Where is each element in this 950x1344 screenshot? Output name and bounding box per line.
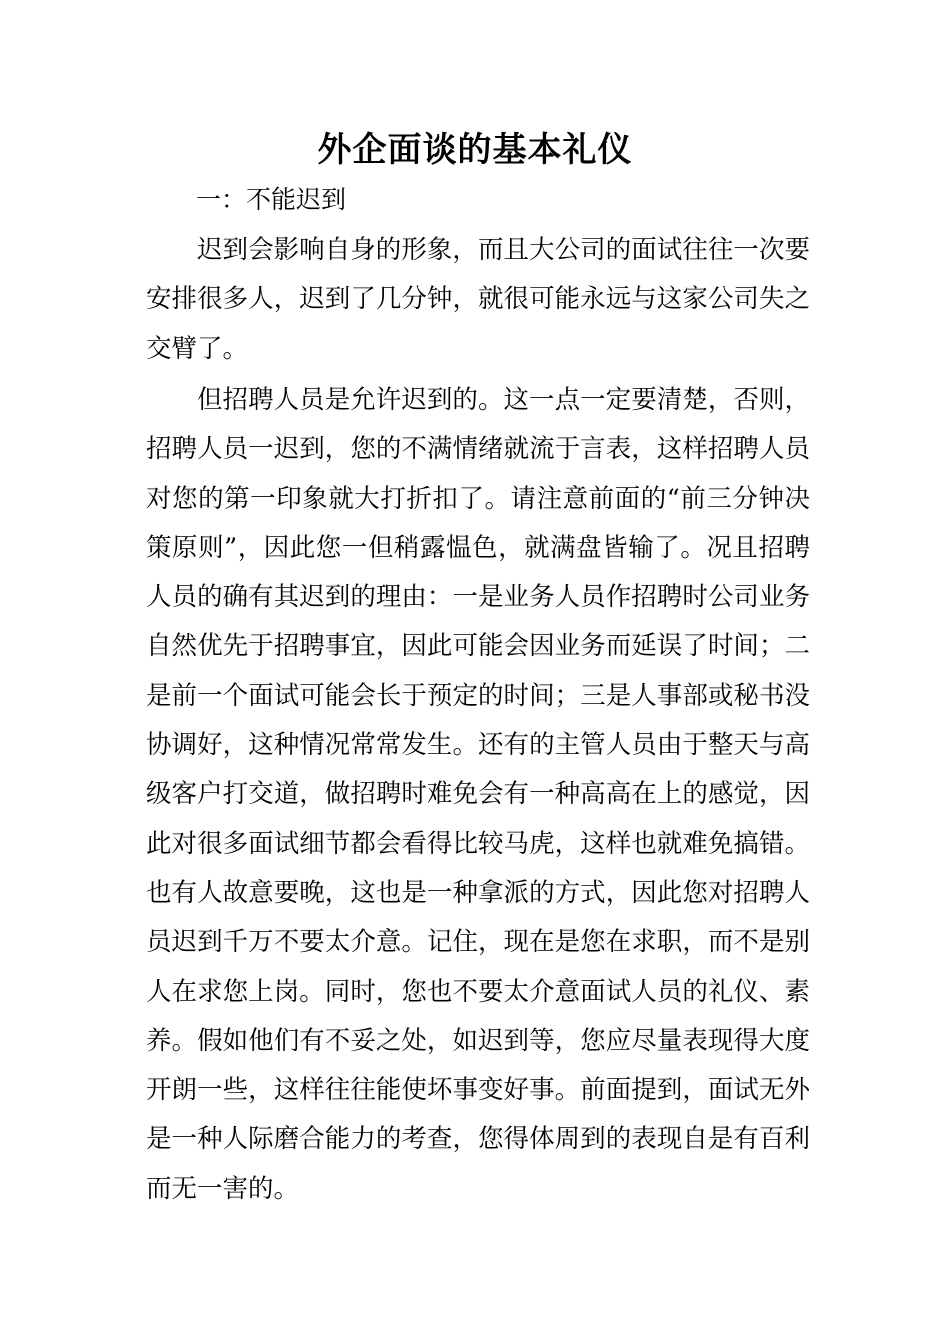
paragraph-interviewer-lateness: 但招聘人员是允许迟到的。这一点一定要清楚，否则，招聘人员一迟到，您的不满情绪就流于言表，这样招聘人员对您的第一印象就大打折扣了。请注意前面的“前三分钟决策原则”，因此您一但稍露愠色，就满盘皆输了。况且招聘人员的确有其迟到的理由：一是业务人员作招聘时公司业务自然优先于招聘事宜，因此可能会因业务而延误了时间；二是前一个面试可能会长于预定的时间；三是人事部或秘书没协调好，这种情况常常发生。还有的主管人员由于整天与高级客户打交道，做招聘时难免会有一种高高在上的感觉，因此对很多面试细节都会看得比较马虎，这样也就难免搞错。也有人故意要晚，这也是一种拿派的方式，因此您对招聘人员迟到千万不要太介意。记住，现在是您在求职，而不是别人在求您上岗。同时，您也不要太介意面试人员的礼仪、素养。假如他们有不妥之处，如迟到等，您应尽量表现得大度开朗一些，这样往往能使坏事变好事。前面提到，面试无外是一种人际磨合能力的考查，您得体周到的表现自是有百利而无一害的。 — [146, 385, 810, 1204]
paragraph-lateness-impact: 迟到会影响自身的形象，而且大公司的面试往往一次要安排很多人，迟到了几分钟，就很可能永远与这家公司失之交臂了。 — [146, 235, 810, 364]
document-title: 外企面谈的基本礼仪 — [317, 130, 633, 170]
section-heading: 一：不能迟到 — [196, 185, 347, 214]
